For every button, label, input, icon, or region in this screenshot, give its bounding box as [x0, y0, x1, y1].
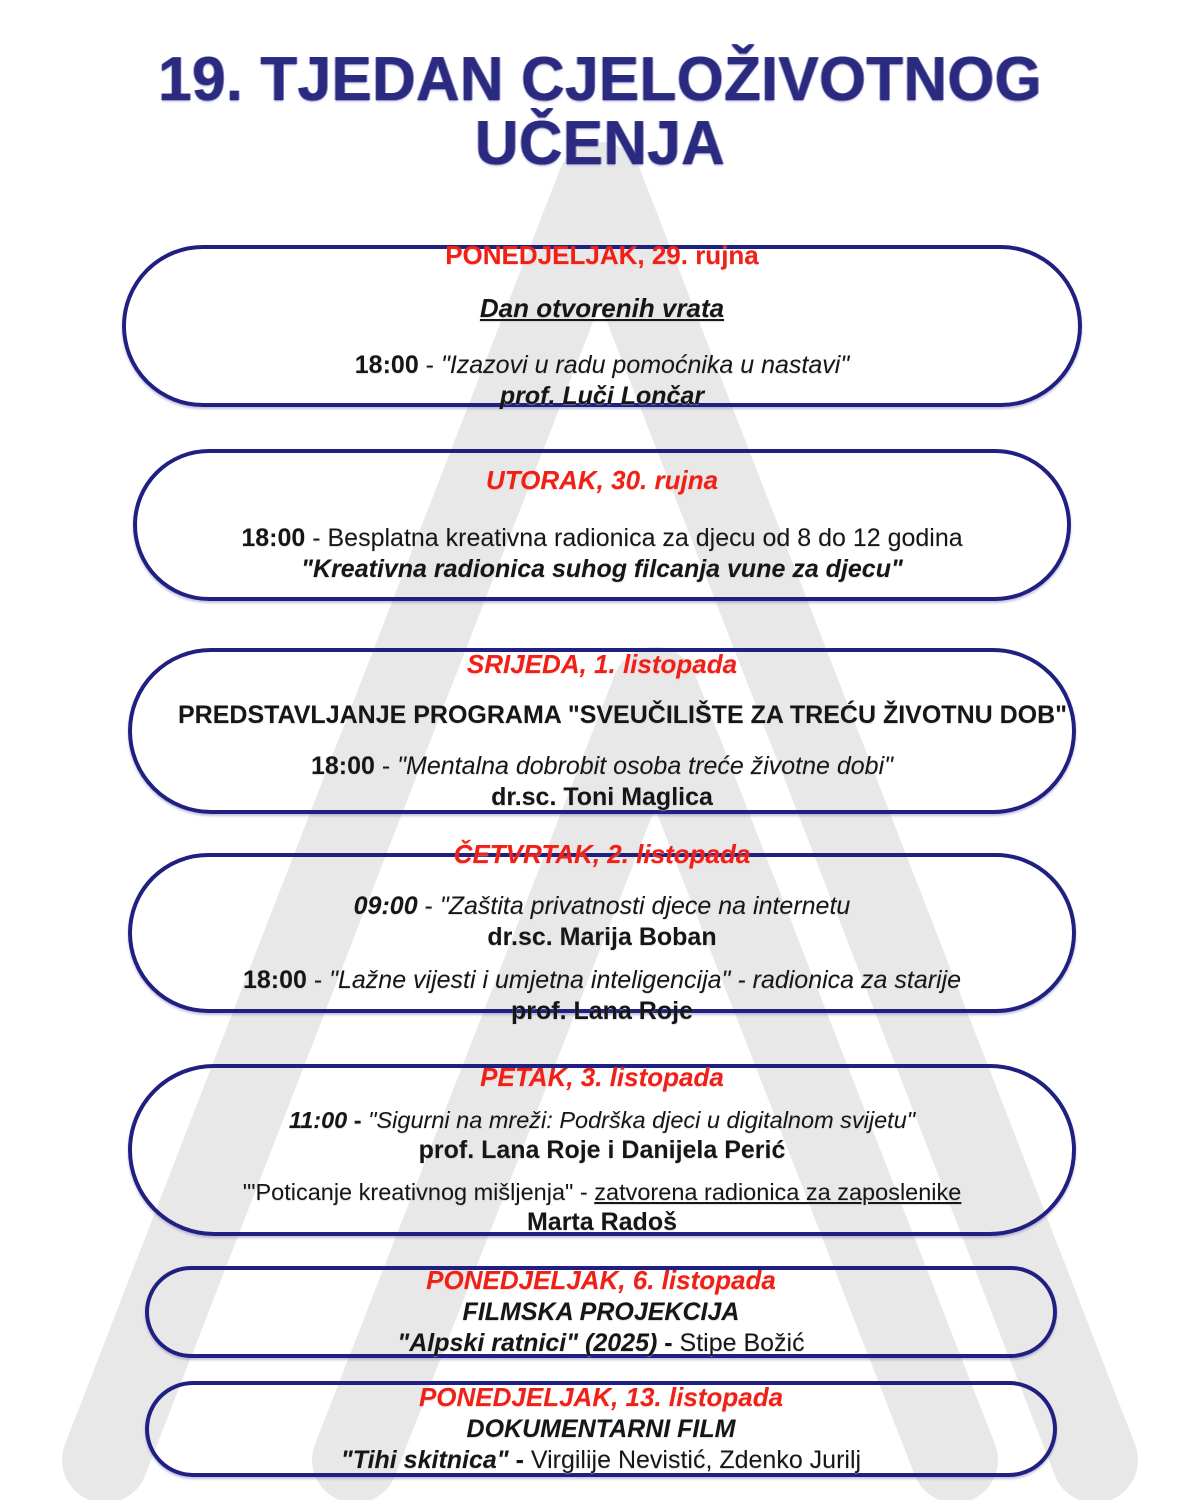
event-line — [183, 523, 1021, 554]
event-time: 18:00 — [241, 523, 306, 552]
film-line — [195, 1445, 1007, 1476]
event-presenter: Marta Radoš — [526, 1207, 678, 1236]
event-presenter: dr.sc. Toni Maglica — [491, 783, 713, 812]
spacer — [178, 871, 1026, 891]
film-category: FILMSKA PROJEKCIJA — [462, 1297, 740, 1326]
spacer — [172, 272, 1032, 292]
event-line — [178, 1178, 1026, 1207]
schedule-card-monday-13-october — [145, 1381, 1057, 1477]
spacer — [183, 497, 1021, 523]
event-title: "Kreativna radionica suhog filcanja vune za djecu" — [301, 554, 903, 583]
event-title: "Izazovi u radu pomoćnika u nastavi" — [440, 350, 850, 379]
card-content — [126, 240, 1078, 412]
event-line — [178, 891, 1026, 922]
card-content — [149, 1382, 1053, 1476]
card-subtitle: Dan otvorenih vrata — [479, 292, 725, 323]
spacer — [178, 953, 1026, 965]
card-content — [132, 839, 1072, 1027]
event-title-underlined: zatvorena radionica za zaposlenike — [594, 1178, 962, 1205]
spacer — [178, 680, 1026, 700]
event-dash: - — [418, 350, 441, 379]
card-content — [132, 649, 1072, 814]
film-category: DOKUMENTARNI FILM — [466, 1414, 736, 1443]
event-title: "Sigurni na mreži: Podrška djeci u digitalnom svijetu" — [368, 1106, 916, 1133]
day-heading: PONEDJELJAK, 29. rujna — [445, 240, 759, 271]
day-heading: PETAK, 3. listopada — [480, 1062, 724, 1093]
event-time: 11:00 — [288, 1106, 348, 1133]
schedule-card-monday-29-september — [122, 240, 1082, 410]
title-line-2: UČENJA — [474, 109, 726, 179]
program-line: PREDSTAVLJANJE PROGRAMA "SVEUČILIŠTE ZA TREĆU ŽIVOTNU DOB" — [178, 701, 1068, 730]
event-title: "Mentalna dobrobit osoba treće životne dobi" — [397, 752, 893, 781]
event-time: 09:00 — [353, 891, 418, 920]
spacer — [178, 731, 1026, 751]
event-presenter: prof. Luči Lončar — [499, 381, 705, 410]
schedule-card-friday-3-october — [128, 1064, 1076, 1236]
event-presenter: dr.sc. Marija Boban — [487, 922, 717, 951]
event-description: Besplatna kreativna radionica za djecu od 8 do 12 godina — [327, 523, 963, 552]
event-dash: - — [306, 965, 330, 994]
event-dash: - — [374, 752, 398, 781]
day-heading: PONEDJELJAK, 6. listopada — [426, 1265, 776, 1296]
page-title — [0, 45, 1200, 179]
schedule-card-monday-6-october — [145, 1266, 1057, 1358]
day-heading: UTORAK, 30. rujna — [485, 465, 719, 496]
film-author: Virgilije Nevistić, Zdenko Jurilj — [530, 1445, 862, 1474]
event-line — [178, 965, 1026, 996]
event-time: 18:00 — [242, 965, 307, 994]
film-title: "Tihi skitnica" — [340, 1445, 509, 1474]
card-content — [137, 465, 1067, 585]
schedule-card-wednesday-1-october — [128, 648, 1076, 814]
card-content — [149, 1265, 1053, 1359]
event-time: 18:00 — [310, 752, 375, 781]
event-title-quoted: '"Poticanje kreativnog mišljenja" - — [242, 1178, 595, 1205]
film-author: Stipe Božić — [679, 1328, 805, 1357]
event-line — [172, 350, 1032, 381]
spacer — [178, 1166, 1026, 1178]
event-line — [178, 1106, 1026, 1135]
event-line — [178, 751, 1026, 782]
event-title: "Lažne vijesti i umjetna inteligencija" - radionica za starije — [329, 965, 962, 994]
event-presenter: prof. Lana Roje i Danijela Perić — [418, 1135, 786, 1164]
spacer — [172, 324, 1032, 350]
event-title: "Zaštita privatnosti djece na internetu — [439, 891, 851, 920]
event-dash: - — [305, 523, 328, 552]
title-line-1: 19. TJEDAN CJELOŽIVOTNOG — [158, 45, 1042, 114]
day-heading: SRIJEDA, 1. listopada — [466, 648, 738, 679]
spacer — [178, 1094, 1026, 1106]
event-dash: - — [417, 891, 440, 920]
event-presenter: prof. Lana Roje — [511, 996, 693, 1025]
schedule-card-tuesday-30-september — [133, 449, 1071, 601]
film-dash: - — [657, 1328, 680, 1357]
card-content — [132, 1062, 1072, 1238]
schedule-card-thursday-2-october — [128, 839, 1076, 1025]
event-time: 18:00 — [354, 350, 419, 379]
event-dash: - — [347, 1106, 369, 1133]
film-title: "Alpski ratnici" (2025) — [397, 1328, 658, 1357]
film-dash: - — [508, 1445, 531, 1474]
day-heading: ČETVRTAK, 2. listopada — [453, 839, 751, 870]
film-line — [195, 1328, 1007, 1359]
day-heading: PONEDJELJAK, 13. listopada — [418, 1382, 784, 1413]
